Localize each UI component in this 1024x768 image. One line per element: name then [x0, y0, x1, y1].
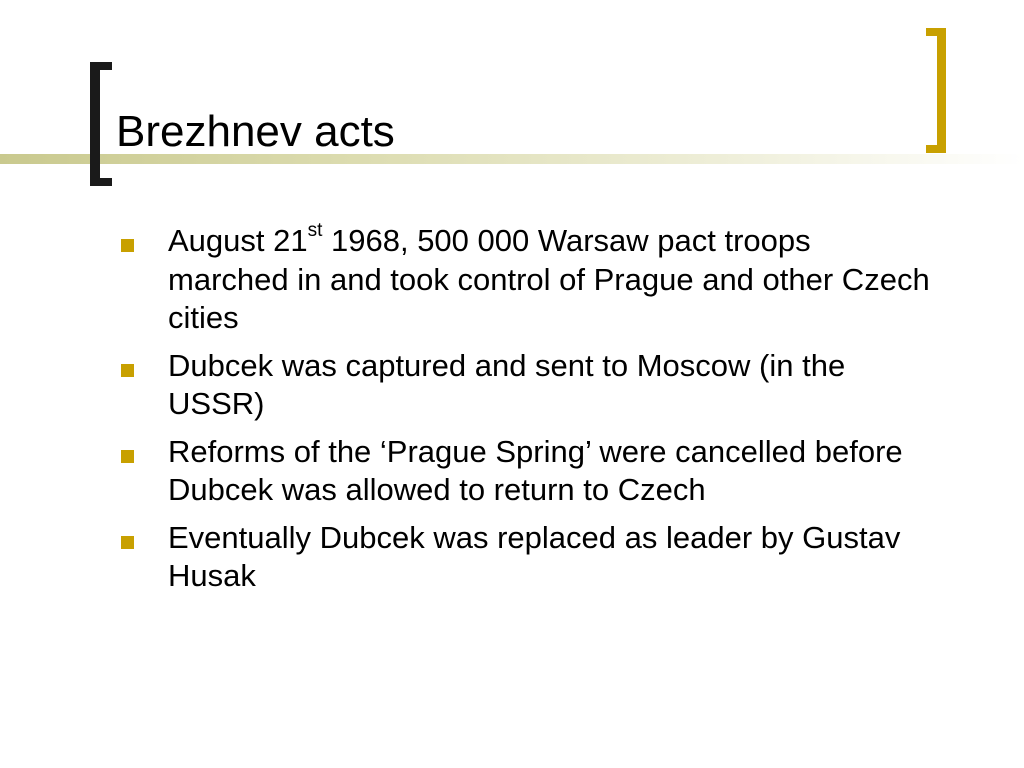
ordinal-suffix: st [307, 219, 323, 241]
left-bracket-icon [90, 62, 100, 186]
square-bullet-icon [121, 239, 134, 252]
square-bullet-icon [121, 364, 134, 377]
left-bracket-bottom [90, 178, 112, 186]
bullet-item [118, 219, 938, 338]
bullet-item [118, 433, 938, 510]
right-bracket-icon [937, 28, 946, 153]
left-bracket-top [90, 62, 112, 70]
bullet-text-lead: August 21 [168, 223, 308, 258]
bullet-text [168, 219, 930, 335]
bullet-item [118, 519, 938, 596]
bullet-text-rest: 1968, 500 000 Warsaw pact troops marched in and took control of Prague and other Czech cities [168, 223, 930, 335]
square-bullet-icon [121, 450, 134, 463]
square-bullet-icon [121, 536, 134, 549]
bullet-text: Reforms of the ‘Prague Spring’ were cancelled before Dubcek was allowed to return to Czech [168, 433, 903, 507]
bullet-text: Dubcek was captured and sent to Moscow (in the USSR) [168, 347, 846, 421]
right-bracket-top [926, 28, 946, 36]
bullet-item [118, 347, 938, 424]
slide-title: Brezhnev acts [116, 107, 395, 156]
right-bracket-bottom [926, 145, 946, 153]
bullet-list [118, 219, 938, 605]
bullet-text: Eventually Dubcek was replaced as leader by Gustav Husak [168, 519, 901, 593]
